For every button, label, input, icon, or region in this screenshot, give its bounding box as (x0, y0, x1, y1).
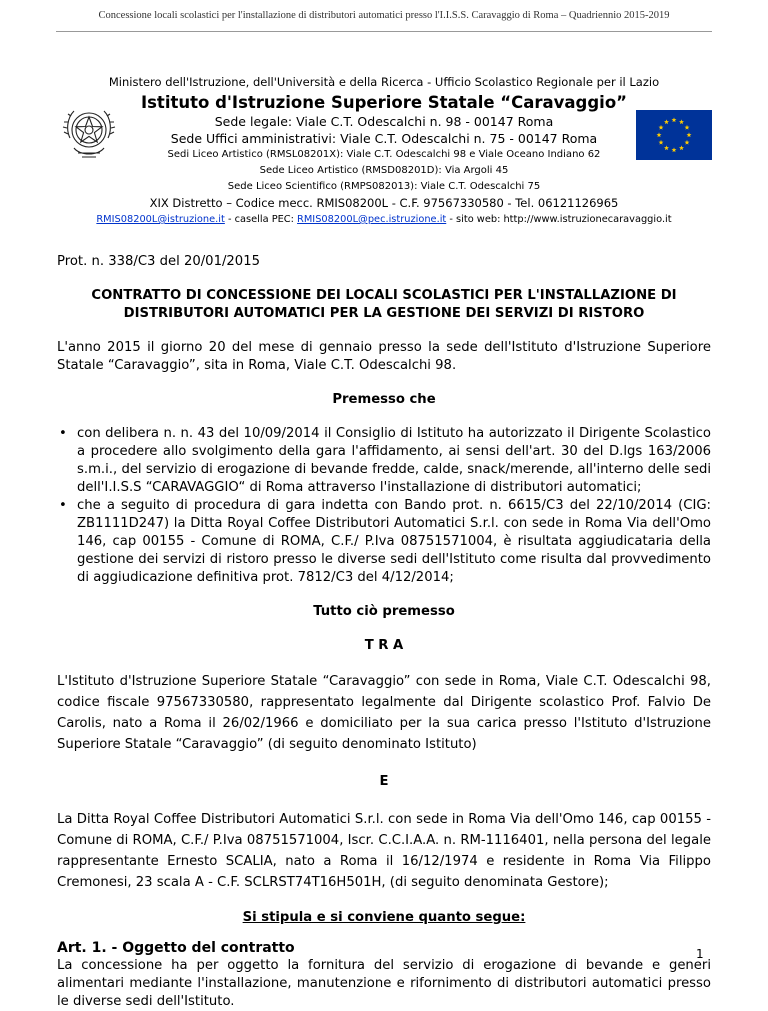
email-link[interactable]: RMIS08200L@istruzione.it (96, 214, 225, 225)
district-line: XIX Distretto – Codice mecc. RMIS08200L - C.F. 97567330580 - Tel. 06121126965 (149, 196, 619, 210)
contacts-line (80, 212, 688, 227)
istituto-party-paragraph: L'Istituto d'Istruzione Superiore Statale “Caravaggio” con sede in Roma, Viale C.T. Odescalchi 98, codice fiscale 97567330580, rappresentato legalmente dal Dirigente scolastico Prof. Falvio De Carolis, nato a Roma il 26/02/1966 e domiciliato per la sua carica presso l'Istituto d'Istruzione Superiore Statale “Caravaggio” (di seguito denominato Istituto) (57, 674, 711, 752)
premesso-list (57, 425, 711, 587)
e-heading: E (379, 774, 389, 789)
ditta-party-paragraph: La Ditta Royal Coffee Distributori Automatici S.r.l. con sede in Roma Via dell'Omo 146, cap 00155 - Comune di ROMA, C.F./ P.Iva 08751571004, Iscr. C.C.I.A.A. n. RM-1116401, nella persona del legale rappresentante Ernesto SCALIA, nato a Roma il 16/12/1974 e residente in Roma Via Filippo Cremonesi, 23 scala A - C.F. SCLRST74T16H501H, (di seguito denominata Gestore); (57, 812, 711, 890)
pec-link[interactable]: RMIS08200L@pec.istruzione.it (297, 214, 447, 225)
sede-liceo-scientifico: Sede Liceo Scientifico (RMPS082013): Viale C.T. Odescalchi 75 (227, 181, 541, 192)
sede-legale: Sede legale: Viale C.T. Odescalchi n. 98 - 00147 Roma (214, 114, 554, 129)
stipula-heading: Si stipula e si conviene quanto segue: (242, 910, 526, 925)
sede-liceo-artistico-argoli: Sede Liceo Artistico (RMSD08201D): Via Argoli 45 (259, 165, 509, 176)
institute-name: Istituto d'Istruzione Superiore Statale “Caravaggio” (140, 93, 628, 112)
list-item: • che a seguito di procedura di gara indetta con Bando prot. n. 6615/C3 del 22/10/2014 (CIG: ZB1111D247) la Ditta Royal Coffee Distributori Automatici S.r.l. con sede in Roma Via dell'Omo 146, cap 00155 - Comune di ROMA, C.F./ P.Iva 08751571004, è risultata aggiudicataria della gestione dei servizi di ristoro presso le diverse sedi dell'Istituto come risulta dal provvedimento di aggiudicazione definitiva prot. 7812/C3 del 4/12/2014; (77, 497, 711, 587)
protocol-number: Prot. n. 338/C3 del 20/01/2015 (57, 254, 260, 269)
sede-uffici: Sede Uffici amministrativi: Viale C.T. Odescalchi n. 75 - 00147 Roma (170, 131, 598, 146)
document-body (57, 253, 711, 1011)
website-text: - sito web: http://www.istruzionecaravaggio.it (446, 214, 672, 225)
tutto-premesso-heading: Tutto ciò premesso (313, 604, 455, 619)
tra-heading: T R A (364, 638, 404, 653)
header-divider (56, 31, 712, 32)
list-item: • con delibera n. n. 43 del 10/09/2014 il Consiglio di Istituto ha autorizzato il Dirigente Scolastico a procedere allo svolgimento della gara l'affidamento, ai sensi dell'art. 30 del D.lgs 163/2006 s.m.i., del servizio di erogazione di bevande fredde, calde, snack/merende, all'interno delle sedi dell'I.I.S.S “CARAVAGGIO“ di Roma attraverso l'installazione di distributori automatici; (77, 425, 711, 497)
ministry-line: Ministero dell'Istruzione, dell'Università e della Ricerca - Ufficio Scolastico Regionale per il Lazio (108, 75, 660, 89)
page-number: 1 (696, 947, 704, 961)
contract-title: CONTRATTO DI CONCESSIONE DEI LOCALI SCOLASTICI PER L'INSTALLAZIONE DI DISTRIBUTORI AUTOMATICI PER LA GESTIONE DEI SERVIZI DI RISTORO (91, 288, 677, 321)
letterhead (80, 74, 688, 227)
art1-text: La concessione ha per oggetto la fornitura del servizio di erogazione di bevande e generi alimentari mediante l'installazione, manutenzione e rifornimento di distributori automatici presso le diverse sedi dell'Istituto. (57, 958, 711, 1009)
pec-label: - casella PEC: (224, 214, 298, 225)
art1-title: Art. 1. - Oggetto del contratto (57, 940, 295, 956)
sedi-liceo-artistico: Sedi Liceo Artistico (RMSL08201X): Viale C.T. Odescalchi 98 e Viale Oceano Indiano 62 (167, 149, 601, 160)
premesso-heading: Premesso che (332, 392, 436, 407)
intro-paragraph: L'anno 2015 il giorno 20 del mese di gennaio presso la sede dell'Istituto d'Istruzione Superiore Statale “Caravaggio”, sita in Roma, Viale C.T. Odescalchi 98. (57, 340, 711, 373)
running-header: Concessione locali scolastici per l'installazione di distributori automatici presso l'I.I.S.S. Caravaggio di Roma – Quadriennio 2015-2019 (98, 10, 670, 21)
